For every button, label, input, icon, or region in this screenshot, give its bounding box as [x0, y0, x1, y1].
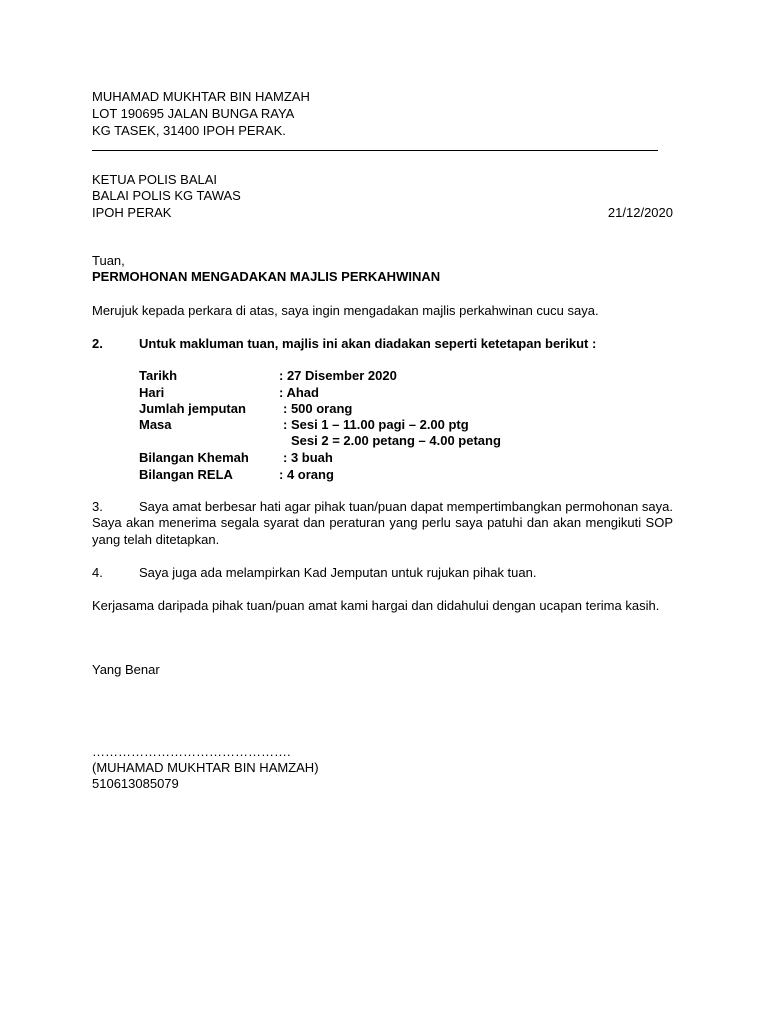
detail-khemah-label: Bilangan Khemah [139, 450, 249, 465]
detail-tarikh-label: Tarikh [139, 368, 178, 383]
para3-number: 3. [92, 499, 103, 514]
detail-hari-value: : Ahad [279, 385, 319, 400]
detail-khemah-value: : 3 buah [283, 450, 333, 465]
para4-number: 4. [92, 565, 103, 580]
sender-address-line1: LOT 190695 JALAN BUNGA RAYA [92, 106, 295, 121]
letter-subject: PERMOHONAN MENGADAKAN MAJLIS PERKAHWINAN [92, 269, 441, 284]
para3-line3: yang telah ditetapkan. [92, 532, 220, 547]
signature-name: (MUHAMAD MUKHTAR BIN HAMZAH) [92, 760, 319, 775]
salutation: Tuan, [92, 253, 125, 268]
signoff: Yang Benar [92, 662, 160, 677]
detail-masa-value2: Sesi 2 = 2.00 petang – 4.00 petang [291, 433, 501, 448]
recipient-line1: KETUA POLIS BALAI [92, 172, 217, 187]
detail-masa-label: Masa [139, 417, 172, 432]
detail-jumlah-label: Jumlah jemputan [139, 401, 246, 416]
recipient-line3: IPOH PERAK [92, 205, 172, 220]
para2-text: Untuk makluman tuan, majlis ini akan diadakan seperti ketetapan berikut : [139, 336, 597, 351]
detail-tarikh-value: : 27 Disember 2020 [279, 368, 397, 383]
detail-rela-value: : 4 orang [279, 467, 334, 482]
detail-masa-value: : Sesi 1 – 11.00 pagi – 2.00 ptg [283, 417, 469, 432]
para3-line1: Saya amat berbesar hati agar pihak tuan/puan dapat mempertimbangkan permohonan saya. [139, 499, 673, 514]
detail-rela-label: Bilangan RELA [139, 467, 233, 482]
letter-date: 21/12/2020 [607, 205, 673, 220]
signature-dots: ………………………………………. [92, 744, 291, 759]
detail-jumlah-value: : 500 orang [283, 401, 353, 416]
para2-number: 2. [92, 336, 103, 351]
para4-text: Saya juga ada melampirkan Kad Jemputan untuk rujukan pihak tuan. [139, 565, 537, 580]
sender-address-line2: KG TASEK, 31400 IPOH PERAK. [92, 123, 286, 138]
detail-hari-label: Hari [139, 385, 165, 400]
intro-paragraph: Merujuk kepada perkara di atas, saya ingin mengadakan majlis perkahwinan cucu saya. [92, 303, 599, 318]
recipient-line2: BALAI POLIS KG TAWAS [92, 188, 241, 203]
signature-ic-number: 510613085079 [92, 776, 179, 791]
header-divider [92, 150, 658, 151]
closing-paragraph: Kerjasama daripada pihak tuan/puan amat kami hargai dan didahului dengan ucapan terima kasih. [92, 598, 660, 613]
sender-name: MUHAMAD MUKHTAR BIN HAMZAH [92, 89, 310, 104]
para3-line2: Saya akan menerima segala syarat dan peraturan yang perlu saya patuhi dan akan mengikuti SOP [92, 515, 673, 530]
